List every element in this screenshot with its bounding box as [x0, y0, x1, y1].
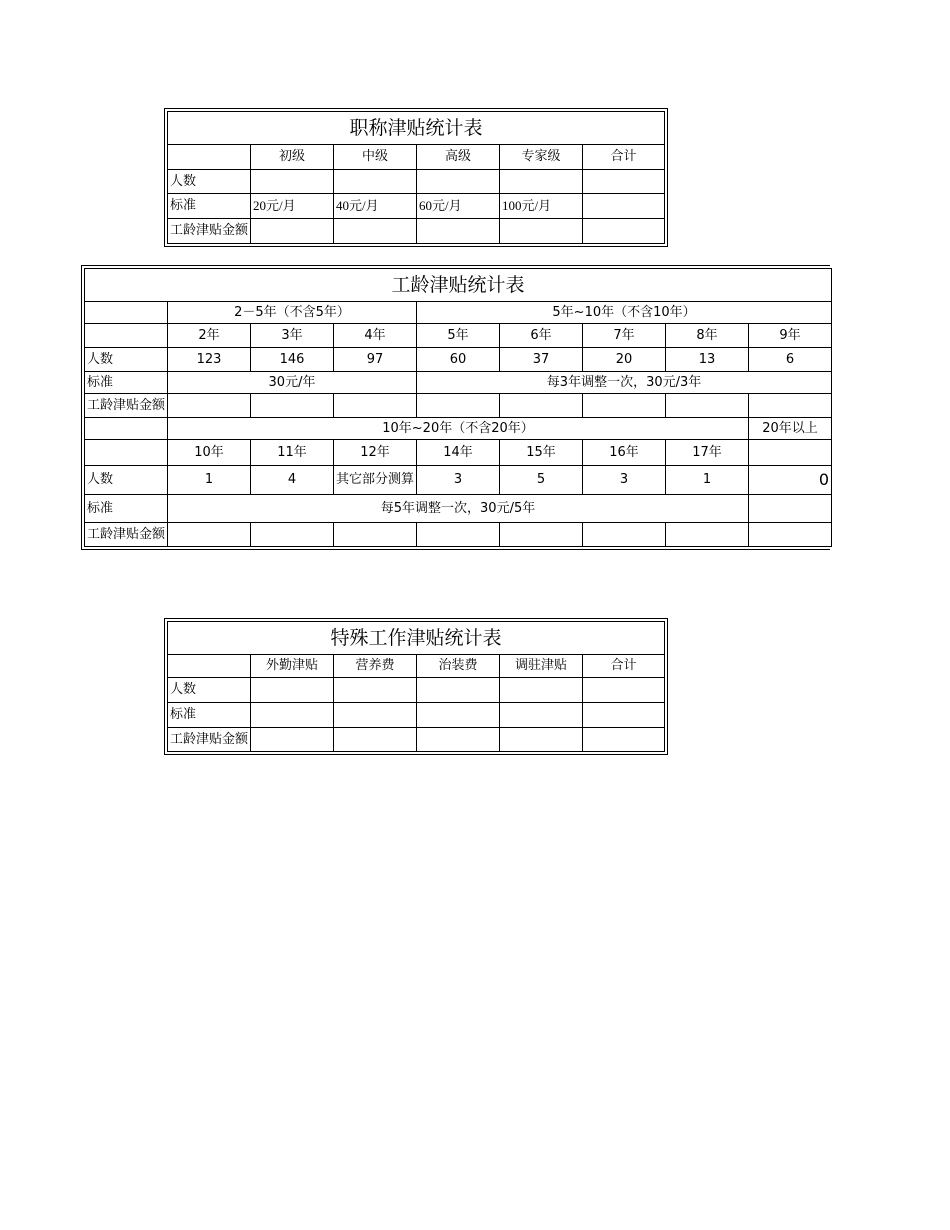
data-cell[interactable]: [583, 170, 665, 194]
row-label[interactable]: 人数: [168, 678, 251, 703]
row-label[interactable]: 工龄津贴金额: [168, 219, 251, 244]
data-cell[interactable]: [583, 194, 665, 219]
data-cell[interactable]: [334, 394, 417, 418]
data-cell[interactable]: [417, 523, 500, 547]
header-cell[interactable]: 营养费: [334, 655, 417, 678]
count-cell[interactable]: 1: [168, 466, 251, 495]
row-label[interactable]: 工龄津贴金额: [85, 394, 168, 418]
year-cell[interactable]: 16年: [583, 440, 666, 466]
group-header[interactable]: 20年以上: [749, 418, 832, 440]
seniority-allowance-table: [81, 265, 830, 550]
header-cell[interactable]: 合计: [583, 655, 665, 678]
header-cell[interactable]: 合计: [583, 145, 665, 170]
data-cell[interactable]: [85, 418, 168, 440]
data-cell[interactable]: [583, 728, 665, 752]
year-cell[interactable]: 12年: [334, 440, 417, 466]
data-cell[interactable]: [251, 703, 334, 728]
standard-cell[interactable]: 30元/年: [168, 372, 417, 394]
row-label[interactable]: 标准: [85, 372, 168, 394]
year-cell[interactable]: 14年: [417, 440, 500, 466]
year-cell[interactable]: 6年: [500, 324, 583, 348]
data-cell[interactable]: [417, 678, 500, 703]
data-cell[interactable]: [500, 678, 583, 703]
count-cell[interactable]: 3: [417, 466, 500, 495]
data-cell[interactable]: [417, 219, 500, 244]
special-work-allowance-table: [164, 618, 668, 755]
data-cell[interactable]: [500, 394, 583, 418]
data-cell[interactable]: [251, 394, 334, 418]
year-cell[interactable]: 5年: [417, 324, 500, 348]
data-cell[interactable]: [749, 495, 832, 523]
year-cell[interactable]: 11年: [251, 440, 334, 466]
data-cell[interactable]: [500, 523, 583, 547]
year-cell[interactable]: 2年: [168, 324, 251, 348]
header-cell[interactable]: 外勤津贴: [251, 655, 334, 678]
data-cell[interactable]: [583, 394, 666, 418]
year-cell[interactable]: 8年: [666, 324, 749, 348]
data-cell[interactable]: [500, 728, 583, 752]
row-label[interactable]: 人数: [85, 466, 168, 495]
title-allowance-table: [164, 108, 668, 247]
data-cell[interactable]: [749, 523, 832, 547]
count-cell[interactable]: 123: [168, 348, 251, 372]
data-cell[interactable]: [251, 728, 334, 752]
year-cell[interactable]: 10年: [168, 440, 251, 466]
group-header[interactable]: 2－5年（不含5年）: [168, 302, 417, 324]
data-cell[interactable]: [168, 523, 251, 547]
data-cell[interactable]: [251, 170, 334, 194]
year-cell[interactable]: 4年: [334, 324, 417, 348]
data-cell[interactable]: [417, 703, 500, 728]
count-cell[interactable]: 5: [500, 466, 583, 495]
data-cell[interactable]: [334, 703, 417, 728]
year-cell[interactable]: 15年: [500, 440, 583, 466]
year-cell[interactable]: 9年: [749, 324, 832, 348]
data-cell[interactable]: [417, 394, 500, 418]
header-cell[interactable]: [168, 145, 251, 170]
count-cell[interactable]: 4: [251, 466, 334, 495]
group-header[interactable]: 5年~10年（不含10年）: [417, 302, 832, 324]
data-cell[interactable]: 100元/月: [500, 194, 583, 219]
standard-cell[interactable]: 每5年调整一次，30元/5年: [168, 495, 749, 523]
count-cell[interactable]: 1: [666, 466, 749, 495]
count-cell[interactable]: 0: [749, 466, 832, 495]
data-cell[interactable]: [85, 324, 168, 348]
count-cell[interactable]: 146: [251, 348, 334, 372]
data-cell[interactable]: [666, 523, 749, 547]
row-label[interactable]: 工龄津贴金额: [85, 523, 168, 547]
data-cell[interactable]: [334, 170, 417, 194]
header-cell[interactable]: 初级: [251, 145, 334, 170]
row-label[interactable]: 标准: [85, 495, 168, 523]
data-cell[interactable]: [251, 523, 334, 547]
data-cell[interactable]: [251, 219, 334, 244]
note-cell[interactable]: 其它部分测算: [334, 466, 417, 495]
row-label[interactable]: 工龄津贴金额: [168, 728, 251, 752]
data-cell[interactable]: [85, 302, 168, 324]
data-cell[interactable]: [500, 170, 583, 194]
count-cell[interactable]: 3: [583, 466, 666, 495]
data-cell[interactable]: [417, 728, 500, 752]
header-cell[interactable]: 高级: [417, 145, 500, 170]
table-title: 职称津贴统计表: [168, 112, 665, 145]
data-cell[interactable]: [334, 728, 417, 752]
data-cell[interactable]: [500, 219, 583, 244]
header-cell[interactable]: 中级: [334, 145, 417, 170]
group-header[interactable]: 10年~20年（不含20年）: [168, 418, 749, 440]
table-title: 工龄津贴统计表: [85, 269, 832, 302]
data-cell[interactable]: [334, 678, 417, 703]
row-label[interactable]: 人数: [168, 170, 251, 194]
row-label[interactable]: 标准: [168, 703, 251, 728]
data-cell[interactable]: 20元/月: [251, 194, 334, 219]
data-cell[interactable]: [334, 219, 417, 244]
data-cell[interactable]: [749, 394, 832, 418]
count-cell[interactable]: 37: [500, 348, 583, 372]
data-cell[interactable]: [85, 440, 168, 466]
data-cell[interactable]: [168, 394, 251, 418]
data-cell[interactable]: [583, 678, 665, 703]
data-cell[interactable]: [500, 703, 583, 728]
year-cell[interactable]: 17年: [666, 440, 749, 466]
count-cell[interactable]: 97: [334, 348, 417, 372]
data-cell[interactable]: [583, 703, 665, 728]
data-cell[interactable]: 60元/月: [417, 194, 500, 219]
count-cell[interactable]: 60: [417, 348, 500, 372]
header-cell[interactable]: 专家级: [500, 145, 583, 170]
header-cell[interactable]: 治装费: [417, 655, 500, 678]
data-cell[interactable]: [251, 678, 334, 703]
data-cell[interactable]: [334, 523, 417, 547]
header-cell[interactable]: 调驻津贴: [500, 655, 583, 678]
data-cell[interactable]: 40元/月: [334, 194, 417, 219]
data-cell[interactable]: [666, 394, 749, 418]
row-label[interactable]: 标准: [168, 194, 251, 219]
year-cell[interactable]: 3年: [251, 324, 334, 348]
count-cell[interactable]: 6: [749, 348, 832, 372]
row-label[interactable]: 人数: [85, 348, 168, 372]
data-cell[interactable]: [583, 523, 666, 547]
data-cell[interactable]: [583, 219, 665, 244]
year-cell[interactable]: [749, 440, 832, 466]
data-cell[interactable]: [417, 170, 500, 194]
count-cell[interactable]: 20: [583, 348, 666, 372]
header-cell[interactable]: [168, 655, 251, 678]
count-cell[interactable]: 13: [666, 348, 749, 372]
table-title: 特殊工作津贴统计表: [168, 622, 665, 655]
standard-cell[interactable]: 每3年调整一次，30元/3年: [417, 372, 832, 394]
year-cell[interactable]: 7年: [583, 324, 666, 348]
